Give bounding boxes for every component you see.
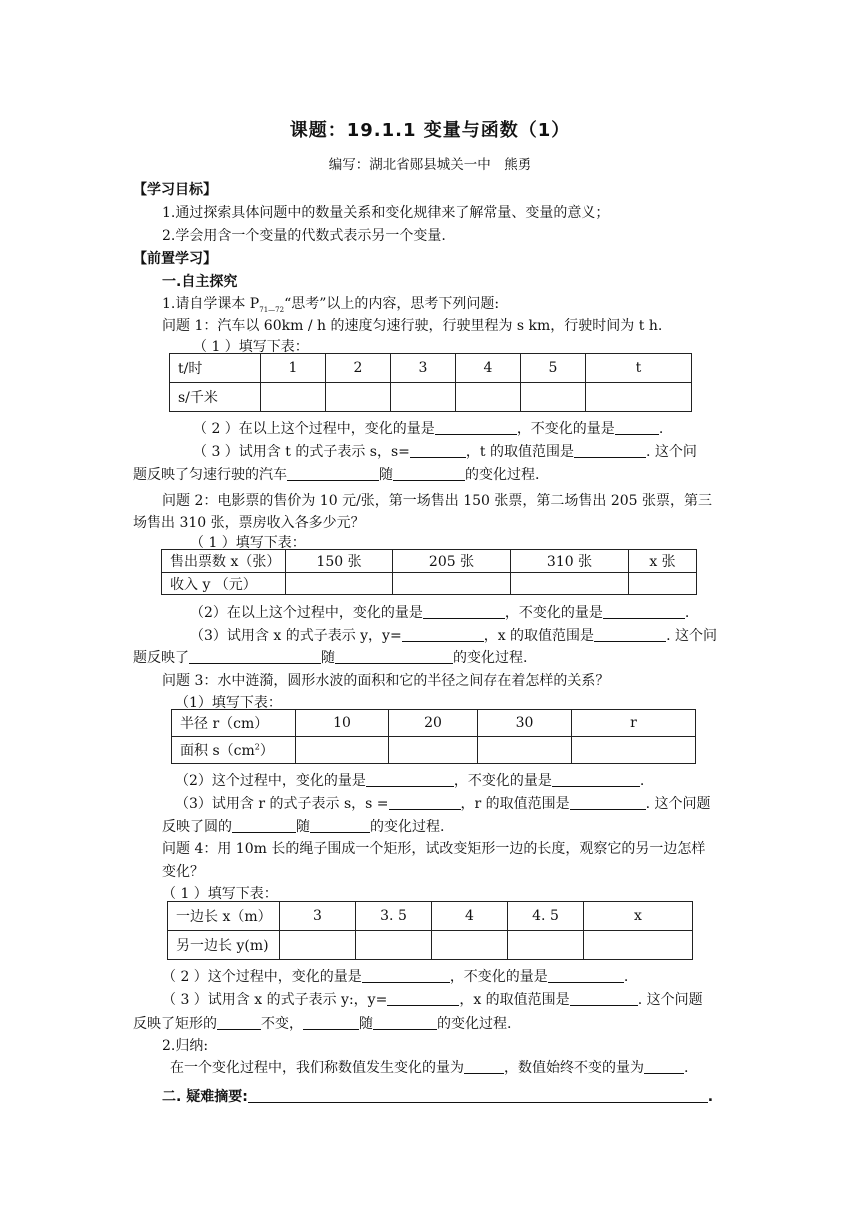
problem-2-q3: （3）试用含 x 的式子表示 y，y= ，x 的取值范围是 . 这个问 <box>190 628 717 644</box>
table-cell: 4 <box>456 354 521 383</box>
summary-text: 在一个变化过程中，我们称数值发生变化的量为 ，数值始终不变的量为 . <box>170 1060 689 1076</box>
problem-2-text-1: 问题 2：电影票的售价为 10 元/张，第一场售出 150 张票，第二场售出 205 张票，第三 <box>162 493 713 509</box>
table-cell[interactable] <box>629 573 697 595</box>
notes-blank[interactable] <box>248 1088 708 1103</box>
problem-4-table <box>167 901 693 960</box>
table-cell: 30 <box>478 710 572 737</box>
table-cell[interactable] <box>584 931 693 960</box>
table-cell: 4. 5 <box>508 902 584 931</box>
problem-4-text-1: 问题 4：用 10m 长的绳子围成一个矩形，试改变矩形一边的长度，观察它的另一边怎样 <box>162 841 706 857</box>
answer-blank[interactable] <box>570 795 646 810</box>
problem-1-q3: （ 3 ）试用含 t 的式子表示 s，s= ，t 的取值范围是 . 这个问 <box>193 444 697 460</box>
problem-4-q3: （ 3 ）试用含 x 的式子表示 y:，y= ，x 的取值范围是 . 这个问题 <box>162 992 703 1008</box>
table-cell: 一边长 x（m） <box>168 902 280 931</box>
table-cell: x <box>584 902 693 931</box>
answer-blank[interactable] <box>594 627 666 642</box>
answer-blank[interactable] <box>232 818 296 833</box>
table-cell[interactable] <box>356 931 432 960</box>
answer-blank[interactable] <box>373 1015 437 1030</box>
goal-2: 2.学会用含一个变量的代数式表示另一个变量. <box>162 228 446 244</box>
problem-2-q3-cont: 题反映了 随 的变化过程. <box>133 650 528 666</box>
problem-3-text: 问题 3：水中涟漪，圆形水波的面积和它的半径之间存在着怎样的关系？ <box>162 673 610 689</box>
subsection-difficulties: 二. 疑难摘要: . <box>162 1089 714 1105</box>
table-cell[interactable] <box>456 383 521 412</box>
table-cell: 4 <box>432 902 508 931</box>
problem-3-q3: （3）试用含 r 的式子表示 s，s = ，r 的取值范围是 . 这个问题 <box>175 796 711 812</box>
problem-3-q3-cont: 反映了圆的 随 的变化过程. <box>162 819 445 835</box>
table-cell: 面积 $s(cm^2)$ <box>172 737 296 764</box>
table-cell: 另一边长 y(m) <box>168 931 280 960</box>
problem-1-q2: （ 2 ）在以上这个过程中，变化的量是 ，不变化的量是 . <box>193 421 664 437</box>
table-cell[interactable] <box>326 383 391 412</box>
table-cell: 3 <box>280 902 356 931</box>
table-cell: r <box>572 710 696 737</box>
answer-blank[interactable] <box>570 991 638 1006</box>
answer-blank[interactable] <box>387 991 459 1006</box>
answer-blank[interactable] <box>287 466 379 481</box>
table-cell: 20 <box>389 710 478 737</box>
problem-2-q2: （2）在以上这个过程中，变化的量是 ，不变化的量是 . <box>190 605 690 621</box>
table-cell[interactable] <box>389 737 478 764</box>
table-cell: x 张 <box>629 550 697 573</box>
page-title: 课题：19.1.1 变量与函数（1） <box>289 120 571 141</box>
table-cell[interactable] <box>572 737 696 764</box>
table-cell[interactable] <box>280 931 356 960</box>
answer-blank[interactable] <box>615 420 659 435</box>
table-cell: 2 <box>326 354 391 383</box>
table-cell[interactable] <box>508 931 584 960</box>
problem-2-text-2: 场售出 310 张，票房收入各多少元？ <box>133 515 365 531</box>
table-cell[interactable] <box>478 737 572 764</box>
table-cell: 售出票数 x（张） <box>162 550 286 573</box>
problem-3-fill-label: （1）填写下表： <box>175 695 282 711</box>
table-cell[interactable] <box>511 573 629 595</box>
table-cell: s/千米 <box>170 383 261 412</box>
answer-blank[interactable] <box>217 1015 261 1030</box>
answer-blank[interactable] <box>435 420 517 435</box>
answer-blank[interactable] <box>366 772 454 787</box>
answer-blank[interactable] <box>603 604 685 619</box>
section-pre-heading: 【前置学习】 <box>133 251 217 267</box>
answer-blank[interactable] <box>335 649 453 664</box>
problem-4-q2: （ 2 ）这个过程中，变化的量是 ，不变化的量是 . <box>162 969 629 985</box>
answer-blank[interactable] <box>402 627 484 642</box>
summary-heading: 2.归纳: <box>162 1038 209 1054</box>
problem-3-q2: （2）这个过程中，变化的量是 ，不变化的量是 . <box>175 773 645 789</box>
answer-blank[interactable] <box>644 1059 684 1074</box>
table-cell: t/时 <box>170 354 261 383</box>
answer-blank[interactable] <box>389 795 461 810</box>
problem-2-table <box>161 549 697 595</box>
problem-1-table <box>169 353 692 412</box>
answer-blank[interactable] <box>548 968 624 983</box>
table-cell[interactable] <box>393 573 511 595</box>
table-cell: 150 张 <box>286 550 393 573</box>
table-cell: 半径 r（cm） <box>172 710 296 737</box>
answer-blank[interactable] <box>423 604 505 619</box>
table-cell: 10 <box>296 710 389 737</box>
table-cell[interactable] <box>521 383 586 412</box>
table-cell: 3. 5 <box>356 902 432 931</box>
problem-1-fill-label: （ 1 ）填写下表： <box>193 339 309 355</box>
problem-4-text-2: 变化？ <box>162 864 204 880</box>
table-cell: 1 <box>261 354 326 383</box>
answer-blank[interactable] <box>552 772 640 787</box>
table-cell: 205 张 <box>393 550 511 573</box>
table-cell[interactable] <box>296 737 389 764</box>
answer-blank[interactable] <box>362 968 450 983</box>
table-cell: t <box>586 354 692 383</box>
answer-blank[interactable] <box>393 466 465 481</box>
table-cell: 3 <box>391 354 456 383</box>
table-cell[interactable] <box>391 383 456 412</box>
author-line: 编写：湖北省郧县城关一中 熊勇 <box>328 157 532 173</box>
table-cell: 收入 y （元） <box>162 573 286 595</box>
section-goals-heading: 【学习目标】 <box>133 182 217 198</box>
answer-blank[interactable] <box>310 818 370 833</box>
problem-4-q3-cont: 反映了矩形的 不变， 随 的变化过程. <box>133 1016 512 1032</box>
problem-1-text: 问题 1：汽车以 60km / h 的速度匀速行驶，行驶里程为 s km，行驶时间为 t h. <box>162 318 663 334</box>
problem-1-q3-cont: 题反映了匀速行驶的汽车 随 的变化过程. <box>133 467 540 483</box>
problem-2-fill-label: （ 1 ）填写下表： <box>190 535 306 551</box>
problem-4-fill-label: （ 1 ）填写下表： <box>162 886 278 902</box>
intro-line: 1.请自学课本 $P_{71—72}“$思考”以上的内容，思考下列问题: <box>162 296 500 314</box>
subsection-self-study: 一.自主探究 <box>162 274 238 290</box>
answer-blank[interactable] <box>410 443 466 458</box>
answer-blank[interactable] <box>189 649 321 664</box>
goal-1: 1.通过探索具体问题中的数量关系和变化规律来了解常量、变量的意义； <box>162 205 610 221</box>
table-cell[interactable] <box>286 573 393 595</box>
answer-blank[interactable] <box>303 1015 359 1030</box>
problem-3-table <box>171 709 696 764</box>
answer-blank[interactable] <box>464 1059 504 1074</box>
table-cell: 5 <box>521 354 586 383</box>
table-cell[interactable] <box>261 383 326 412</box>
answer-blank[interactable] <box>574 443 646 458</box>
table-cell[interactable] <box>586 383 692 412</box>
table-cell: 310 张 <box>511 550 629 573</box>
table-cell[interactable] <box>432 931 508 960</box>
